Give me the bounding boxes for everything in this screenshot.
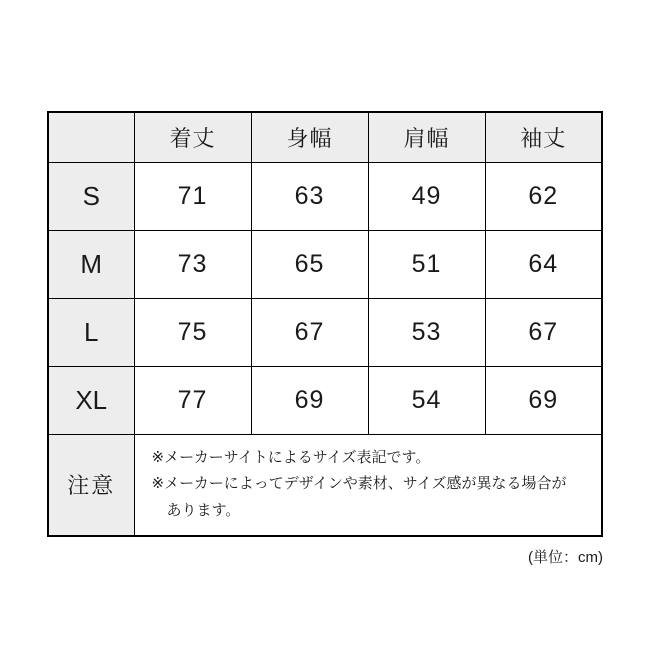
note-cell	[134, 434, 602, 536]
table-row-s	[48, 162, 602, 230]
size-chart-container	[47, 111, 603, 567]
corner-cell	[48, 112, 134, 162]
table-row-xl	[48, 366, 602, 434]
row-label-s: S	[48, 162, 134, 230]
cell-m-shoulder-width: 51	[368, 230, 485, 298]
column-header-body-width: 身幅	[251, 112, 368, 162]
row-label-xl: XL	[48, 366, 134, 434]
cell-l-body-width: 67	[251, 298, 368, 366]
table-header-row	[48, 112, 602, 162]
cell-l-sleeve-length: 67	[485, 298, 602, 366]
column-header-length: 着丈	[134, 112, 251, 162]
cell-s-sleeve-length: 62	[485, 162, 602, 230]
note-line-2: ※メーカーによってデザインや素材、サイズ感が異なる場合が	[151, 475, 567, 493]
note-text	[135, 435, 602, 535]
table-row-note	[48, 434, 602, 536]
note-line-3: あります。	[166, 502, 241, 520]
column-header-shoulder-width: 肩幅	[368, 112, 485, 162]
cell-s-length: 71	[134, 162, 251, 230]
note-line-1: ※メーカーサイトによるサイズ表記です。	[151, 448, 431, 466]
column-header-sleeve-length: 袖丈	[485, 112, 602, 162]
cell-m-sleeve-length: 64	[485, 230, 602, 298]
cell-xl-sleeve-length: 69	[485, 366, 602, 434]
row-label-l: L	[48, 298, 134, 366]
cell-m-body-width: 65	[251, 230, 368, 298]
row-label-note: 注意	[48, 434, 134, 536]
cell-xl-body-width: 69	[251, 366, 368, 434]
cell-l-shoulder-width: 53	[368, 298, 485, 366]
cell-xl-shoulder-width: 54	[368, 366, 485, 434]
cell-m-length: 73	[134, 230, 251, 298]
table-row-m	[48, 230, 602, 298]
table-row-l	[48, 298, 602, 366]
size-spec-table	[47, 111, 603, 537]
row-label-m: M	[48, 230, 134, 298]
cell-xl-length: 77	[134, 366, 251, 434]
cell-s-body-width: 63	[251, 162, 368, 230]
unit-caption: (単位：cm)	[528, 549, 603, 566]
cell-l-length: 75	[134, 298, 251, 366]
cell-s-shoulder-width: 49	[368, 162, 485, 230]
